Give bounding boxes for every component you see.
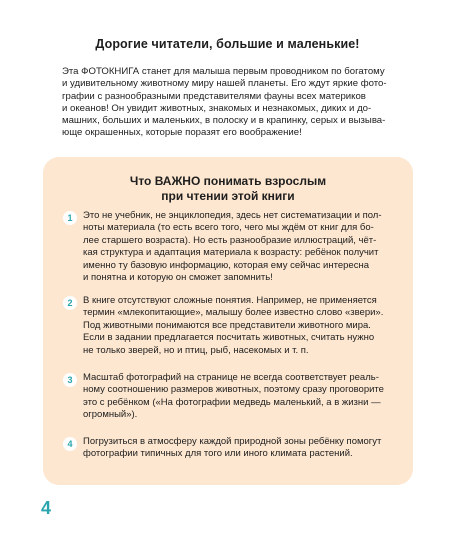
intro-line: и океанов! Он увидит животных, знакомых и незнакомых, диких и до- (62, 102, 372, 114)
note-text (83, 436, 401, 461)
note-number-badge: 2 (63, 296, 77, 310)
note-line: и понятна и которую он сможет запомнить! (83, 272, 273, 284)
note-line: ному соотношению размеров животных, поэтому сразу проговорите (83, 384, 384, 396)
note-line: Масштаб фотографий на странице не всегда соответствует реаль- (83, 372, 379, 383)
intro-line: и удивительному животному миру нашей планеты. Его ждут яркие фото- (62, 78, 387, 90)
note-line: огромный»). (83, 409, 138, 421)
intro-paragraph (62, 66, 414, 140)
note-text (83, 295, 401, 357)
note-number-badge: 3 (63, 373, 77, 387)
note-text (83, 210, 401, 284)
page-number: 4 (41, 498, 52, 518)
note-line: фотографии типичных для того или иного климата растений. (83, 448, 353, 460)
note-line: именно ту базовую информацию, которая ему сейчас интересна (83, 259, 369, 271)
note-line: термин «млекопитающие», малышу более известно слово «звери». (83, 307, 384, 319)
intro-line: Эта ФОТОКНИГА станет для малыша первым проводником по богатому (62, 66, 385, 77)
note-line: Под животными понимаются все представители животного мира. (83, 319, 371, 331)
note-line: Это не учебник, не энциклопедия, здесь нет систематизации и пол- (83, 210, 382, 221)
note-number-badge: 1 (63, 211, 77, 225)
note-line: ноты материала (то есть всего того, чего мы ждём от книг для бо- (83, 222, 374, 234)
note-line: не только зверей, но и птиц, рыб, насекомых и т. п. (83, 344, 309, 356)
page-heading: Дорогие читатели, большие и маленькие! (95, 37, 360, 51)
intro-line: машних, больших и маленьких, в полоску и в крапинку, серых и вызыва- (62, 115, 386, 127)
note-line: кая структура и адаптация материала к возрасту: ребёнок получит (83, 247, 379, 259)
note-number-badge: 4 (63, 437, 77, 451)
note-line: В книге отсутствуют сложные понятия. Например, не применяется (83, 295, 377, 306)
note-line: это с ребёнком («На фотографии медведь маленький, а в жизни — (83, 396, 381, 408)
notes-box-title: Что ВАЖНО понимать взрослым при чтении этой книги (129, 174, 327, 203)
intro-line: юще окрашенных, которые поразят его воображение! (62, 127, 302, 139)
important-notes-box (43, 157, 413, 485)
intro-line: графии с разнообразными представителями фауны всех материков (62, 90, 366, 102)
note-line: Если в задании предлагается посчитать животных, считать нужно (83, 332, 375, 344)
note-line: Погрузиться в атмосферу каждой природной зоны ребёнку помогут (83, 436, 382, 447)
note-line: лее старшего возраста). Но есть разнообразие иллюстраций, чёт- (83, 234, 377, 246)
note-text (83, 372, 401, 422)
